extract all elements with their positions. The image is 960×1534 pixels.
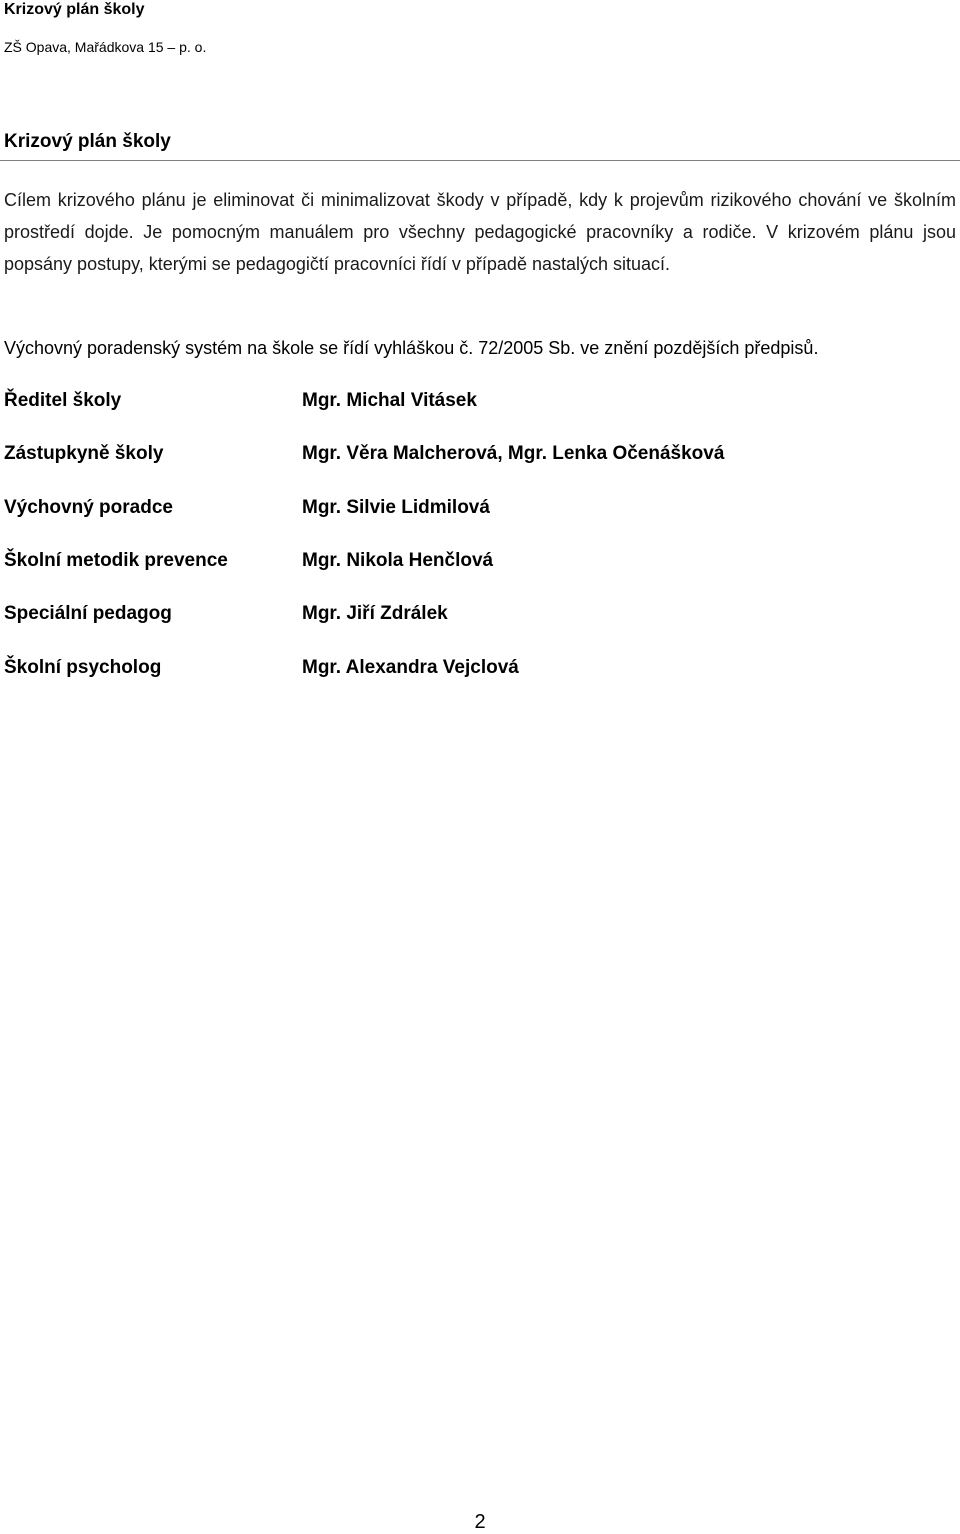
staff-name: Mgr. Michal Vitásek <box>302 390 477 411</box>
staff-role: Výchovný poradce <box>4 497 173 518</box>
staff-role: Ředitel školy <box>4 390 122 411</box>
intro-paragraph: Cílem krizového plánu je eliminovat či minimalizovat škody v případě, kdy k projevům rizikového chování ve školním prostředí dojde. Je pomocným manuálem pro všechny pedagogické pracovníky a rodiče. V krizovém plánu jsou popsány postupy, kterými se pedagogičtí pracovníci řídí v případě nastalých situací. <box>4 190 956 274</box>
staff-name: Mgr. Alexandra Vejclová <box>302 657 519 678</box>
staff-role: Školní psycholog <box>4 657 162 678</box>
staff-row-special-educator <box>0 600 960 628</box>
ordinance-paragraph: Výchovný poradenský systém na škole se řídí vyhláškou č. 72/2005 Sb. ve znění pozdějších předpisů. <box>4 338 819 358</box>
staff-role: Školní metodik prevence <box>4 550 228 571</box>
staff-name: Mgr. Silvie Lidmilová <box>302 497 490 518</box>
staff-row-psychologist <box>0 654 960 682</box>
document-heading: Krizový plán školy <box>4 131 171 152</box>
header-school-name: ZŠ Opava, Mařádkova 15 – p. o. <box>4 39 207 55</box>
staff-role: Zástupkyně školy <box>4 443 164 464</box>
staff-name: Mgr. Jiří Zdrálek <box>302 603 448 624</box>
header-title: Krizový plán školy <box>4 1 145 18</box>
staff-name: Mgr. Nikola Henčlová <box>302 550 494 571</box>
staff-name: Mgr. Věra Malcherová, Mgr. Lenka Očenášková <box>302 443 725 464</box>
heading-underline <box>0 160 960 161</box>
staff-row-deputy <box>0 440 960 468</box>
staff-role: Speciální pedagog <box>4 603 172 624</box>
staff-row-counselor <box>0 494 960 522</box>
page-number: 2 <box>474 1511 486 1533</box>
staff-row-prevention <box>0 547 960 575</box>
staff-row-principal <box>0 387 960 415</box>
